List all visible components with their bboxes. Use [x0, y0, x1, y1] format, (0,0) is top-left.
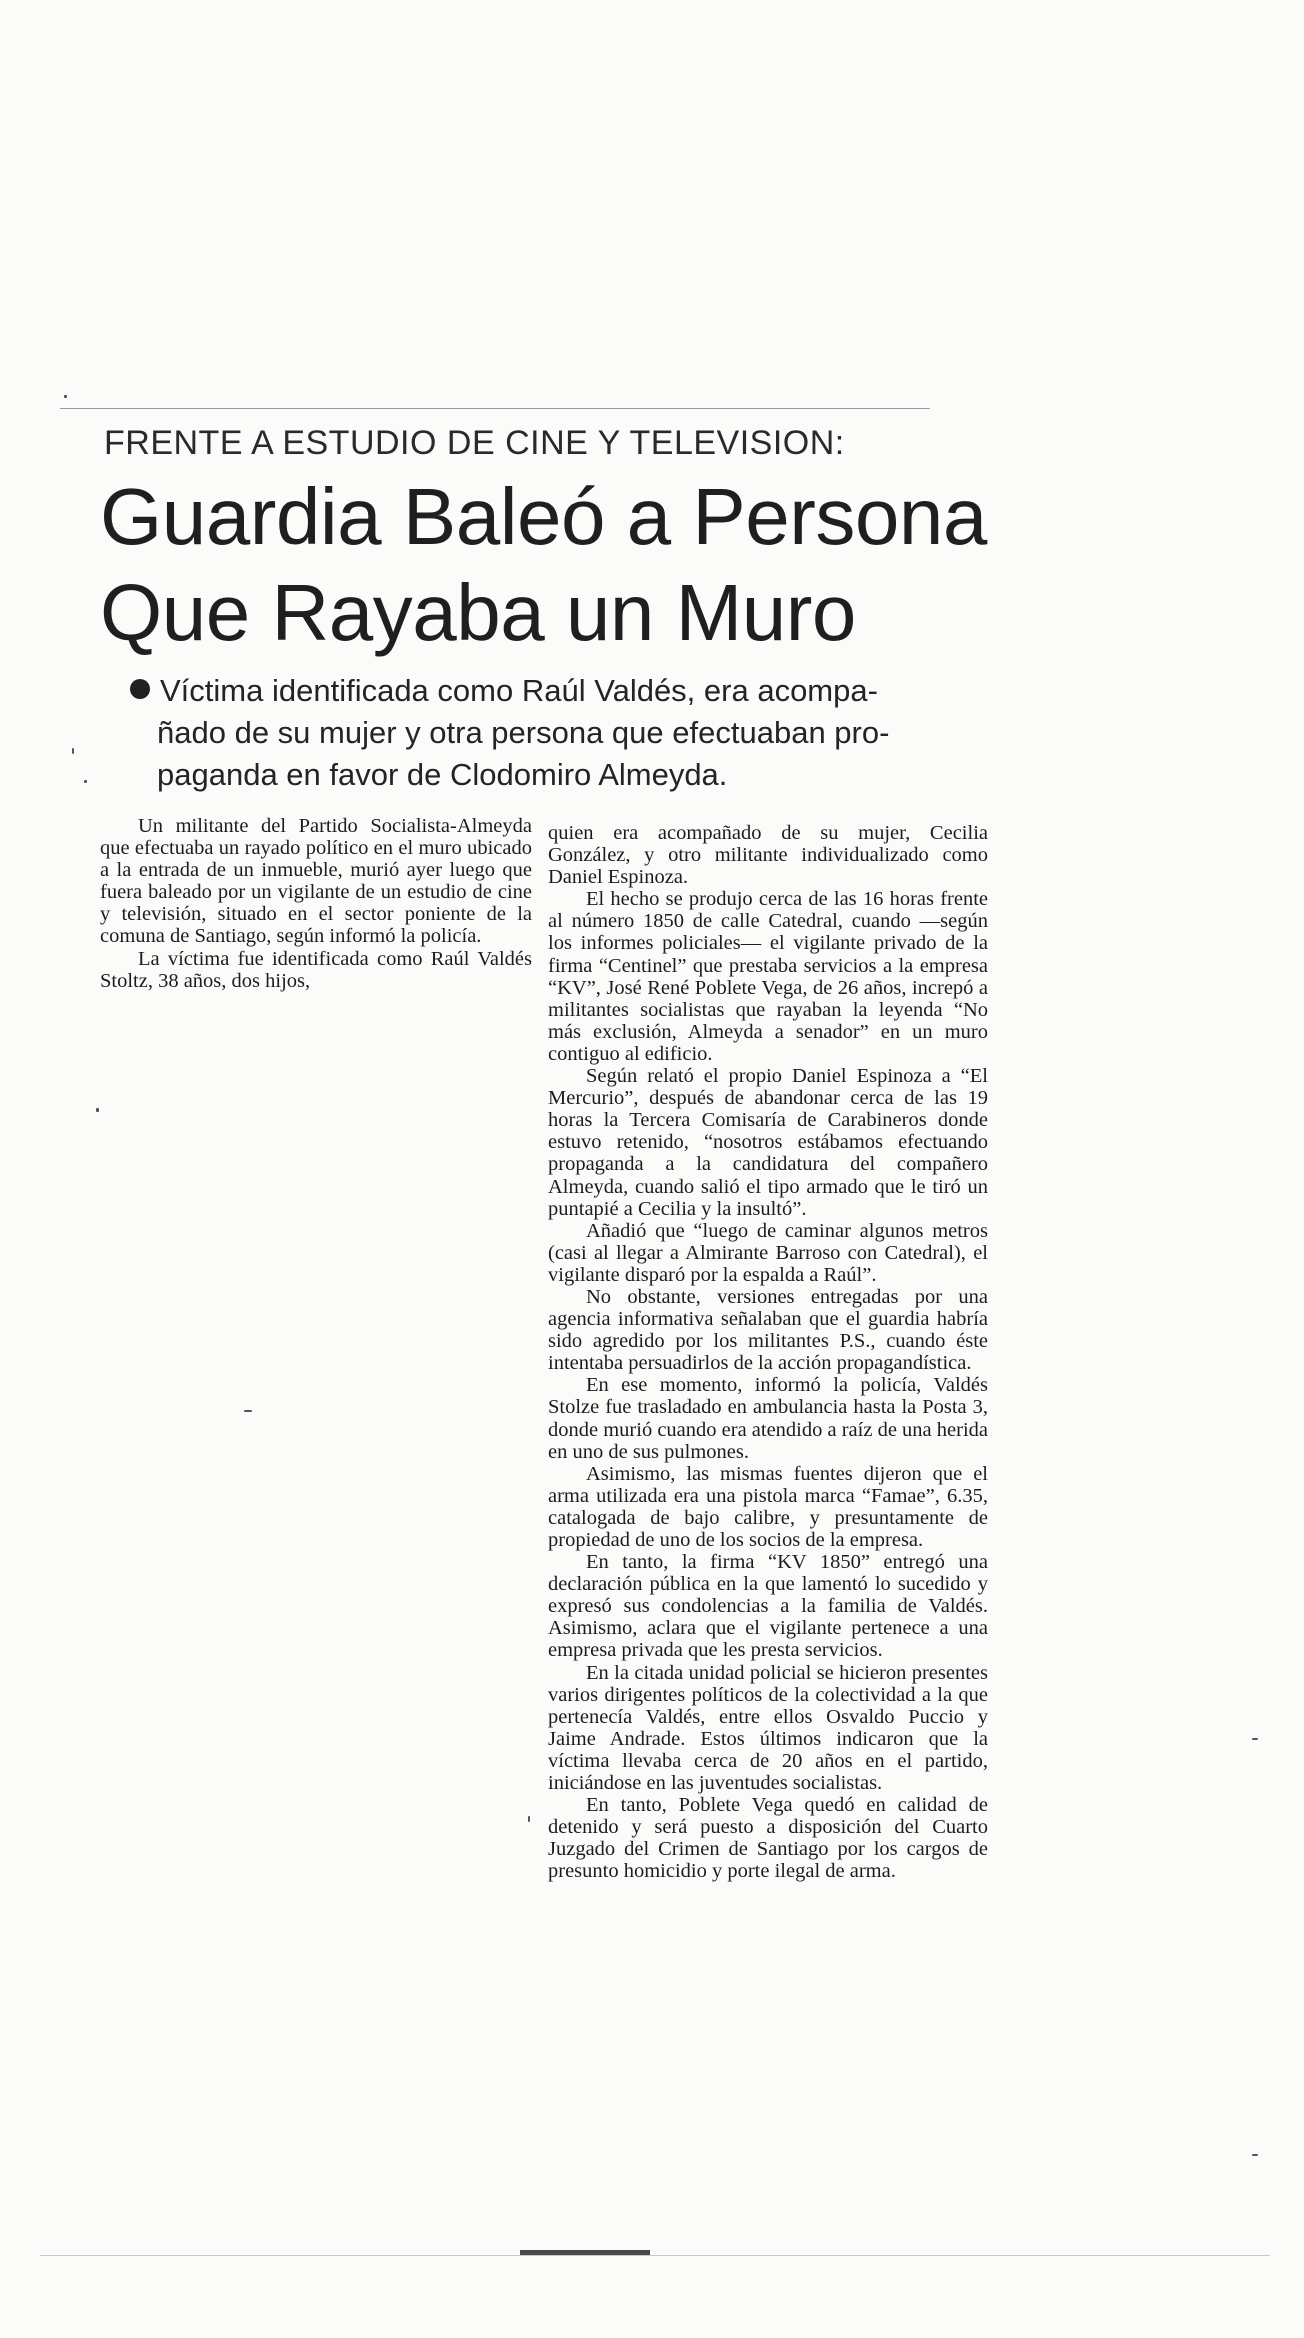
kicker: FRENTE A ESTUDIO DE CINE Y TELEVISION:	[104, 424, 845, 462]
paragraph: Según relató el propio Daniel Espinoza a “El Mercurio”, después de abandonar cerca de las 19 horas la Tercera Comisaría de Carabineros donde estuvo retenido, “nosotros estábamos efectuando propaganda a la candidatura del compañero Almeyda, cuando salió el tipo armado que le tiró un puntapié a Cecilia y la insultó”.	[548, 1065, 988, 1220]
top-rule	[60, 408, 930, 409]
summary-line-1	[130, 670, 1020, 712]
bottom-rule	[40, 2255, 1270, 2256]
column-1	[100, 815, 532, 992]
paragraph: Un militante del Partido Socialista-Almeyda que efectuaba un rayado político en el muro ubicado a la entrada de un inmueble, murió ayer luego que fuera baleado por un vigilante de un estudio de cine y televisión, situado en el sector poniente de la comuna de Santiago, según informó la policía.	[100, 815, 532, 948]
paragraph: Asimismo, las mismas fuentes dijeron que el arma utilizada era una pistola marca “Famae”, 6.35, catalogada de bajo calibre, y presuntamente de propiedad de uno de los socios de la empresa.	[548, 1462, 988, 1551]
scan-speck	[64, 395, 67, 398]
summary-line-1-text: Víctima identificada como Raúl Valdés, era acompa-	[160, 673, 878, 708]
paragraph: En ese momento, informó la policía, Valdés Stolze fue trasladado en ambulancia hasta la Posta 3, donde murió cuando era atendido a raíz de una herida en uno de sus pulmones.	[548, 1374, 988, 1463]
bullet-icon	[130, 679, 150, 699]
paragraph: La víctima fue identificada como Raúl Valdés Stoltz, 38 años, dos hijos,	[100, 947, 532, 992]
scan-speck	[1252, 2154, 1258, 2156]
scan-speck	[84, 780, 87, 783]
summary-line-2: ñado de su mujer y otra persona que efectuaban pro-	[157, 715, 890, 750]
paragraph: En tanto, la firma “KV 1850” entregó una declaración pública en la que lamentó lo sucedido y expresó sus condolencias a la familia de Valdés. Asimismo, aclara que el vigilante pertenece a una empresa privada que les presta servicios.	[548, 1551, 988, 1662]
paragraph: No obstante, versiones entregadas por una agencia informativa señalaban que el guardia habría sido agredido por los militantes P.S., cuando éste intentaba persuadirlos de la acción propagandística.	[548, 1285, 988, 1375]
summary	[100, 670, 1020, 796]
scan-speck	[528, 1816, 530, 1822]
scan-speck	[1252, 1738, 1258, 1740]
scan-speck	[72, 748, 74, 754]
paragraph: El hecho se produjo cerca de las 16 horas frente al número 1850 de calle Catedral, cuando —según los informes policiales— el vigilante privado de la firma “Centinel” que prestaba servicios a la empresa “KV”, José René Poblete Vega, de 26 años, increpó a militantes socialistas que rayaban la leyenda “No más exclusión, Almeyda a senador” en un muro contiguo al edificio.	[548, 888, 988, 1065]
headline-line-2: Que Rayaba un Muro	[100, 568, 856, 657]
paragraph-continuation: quien era acompañado de su mujer, Cecilia González, y otro militante individualizado como Daniel Espinoza.	[548, 822, 988, 889]
paragraph: En tanto, Poblete Vega quedó en calidad de detenido y será puesto a disposición del Cuarto Juzgado del Crimen de Santiago por los cargos de presunto homicidio y porte ilegal de arma.	[548, 1794, 988, 1883]
summary-line-3: paganda en favor de Clodomiro Almeyda.	[157, 757, 728, 792]
headline-line-1: Guardia Baleó a Persona	[100, 472, 987, 561]
paragraph: Añadió que “luego de caminar algunos metros (casi al llegar a Almirante Barroso con Catedral), el vigilante disparó por la espalda a Raúl”.	[548, 1219, 988, 1286]
scan-speck	[244, 1410, 252, 1412]
paragraph: En la citada unidad policial se hicieron presentes varios dirigentes políticos de la colectividad a la que pertenecía Valdés, entre ellos Osvaldo Puccio y Jaime Andrade. Estos últimos indicaron que la víctima llevaba cerca de 20 años en el partido, iniciándose en las juventudes socialistas.	[548, 1661, 988, 1795]
scan-speck	[96, 1108, 99, 1112]
column-2	[548, 822, 988, 1883]
